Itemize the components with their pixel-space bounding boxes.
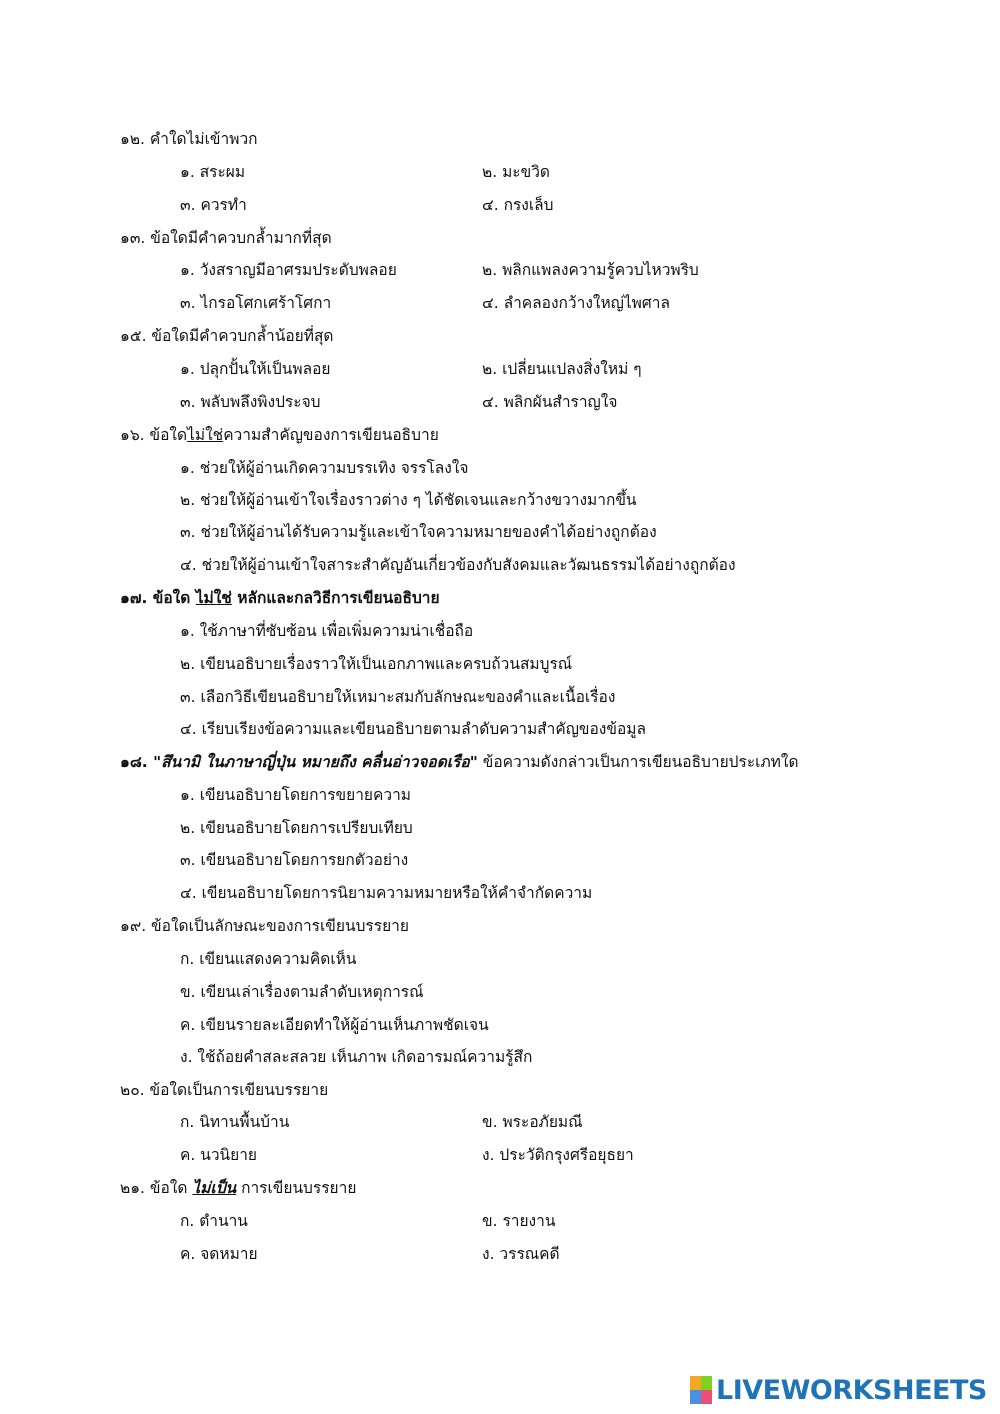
q19-option-3: ค. เขียนรายละเอียดทำให้ผู้อ่านเห็นภาพชัดเจน [180, 1016, 489, 1034]
q20-option-3: ค. นวนิยาย [180, 1146, 257, 1164]
q21-option-4: ง. วรรณคดี [482, 1245, 560, 1263]
q16-option-4: ๔. ช่วยให้ผู้อ่านเข้าใจสาระสำคัญอันเกี่ยวข้องกับสังคมและวัฒนธรรมได้อย่างถูกต้อง [180, 556, 736, 574]
q21-option-1: ก. ตำนาน [180, 1212, 248, 1230]
question-16-title [120, 424, 439, 446]
q13-option-4: ๔. ลำคลองกว้างใหญ่ไพศาล [482, 294, 670, 312]
q18-title-prefix: ๑๘. [120, 753, 154, 771]
q21-option-3: ค. จดหมาย [180, 1245, 258, 1263]
q17-title-prefix: ๑๗. ข้อใด [120, 589, 196, 607]
q21-title-emphasis: ไม่เป็น [192, 1179, 237, 1197]
q15-option-2: ๒. เปลี่ยนแปลงสิ่งใหม่ ๆ [482, 360, 642, 378]
q17-option-1: ๑. ใช้ภาษาที่ซับซ้อน เพื่อเพิ่มความน่าเชื่อถือ [180, 622, 474, 640]
q18-option-1: ๑. เขียนอธิบายโดยการขยายความ [180, 786, 412, 804]
q15-option-3: ๓. พลับพลึงพิงประจบ [180, 393, 321, 411]
q20-option-2: ข. พระอภัยมณี [482, 1113, 583, 1131]
question-18-title [120, 751, 799, 773]
q18-option-4: ๔. เขียนอธิบายโดยการนิยามความหมายหรือให้คำจำกัดความ [180, 884, 593, 902]
q16-title-emphasis: ไม่ใช่ [187, 426, 224, 444]
q20-option-1: ก. นิทานพื้นบ้าน [180, 1113, 290, 1131]
q21-title-suffix: การเขียนบรรยาย [236, 1179, 357, 1197]
q17-title-suffix: หลักและกลวิธีการเขียนอธิบาย [231, 589, 440, 607]
question-13-title: ๑๓. ข้อใดมีคำควบกล้ำมากที่สุด [120, 229, 332, 247]
q12-option-3: ๓. ควรทำ [180, 196, 247, 214]
q21-option-2: ข. รายงาน [482, 1212, 556, 1230]
liveworksheets-logo-icon [690, 1376, 712, 1404]
q19-option-1: ก. เขียนแสดงความคิดเห็น [180, 950, 357, 968]
question-17-title [120, 587, 440, 609]
q15-option-1: ๑. ปลุกปั้นให้เป็นพลอย [180, 360, 331, 378]
q12-option-1: ๑. สระผม [180, 163, 246, 181]
q19-option-4: ง. ใช้ถ้อยคำสละสลวย เห็นภาพ เกิดอารมณ์ความรู้สึก [180, 1048, 533, 1066]
question-19-title: ๑๙. ข้อใดเป็นลักษณะของการเขียนบรรยาย [120, 917, 409, 935]
q18-title-suffix: ข้อความดังกล่าวเป็นการเขียนอธิบายประเภทใด [477, 753, 799, 771]
q13-option-3: ๓. ไกรอโศกเศร้าโศกา [180, 294, 332, 312]
q13-option-2: ๒. พลิกแพลงความรู้ควบไหวพริบ [482, 261, 699, 279]
q16-title-suffix: ความสำคัญของการเขียนอธิบาย [223, 426, 439, 444]
q18-option-3: ๓. เขียนอธิบายโดยการยกตัวอย่าง [180, 851, 409, 869]
liveworksheets-logo-text: LIVEWORKSHEETS [716, 1374, 987, 1406]
q12-option-4: ๔. กรงเล็บ [482, 196, 554, 214]
q21-title-prefix: ๒๑. ข้อใด [120, 1179, 193, 1197]
q17-option-3: ๓. เลือกวิธีเขียนอธิบายให้เหมาะสมกับลักษณะของคำและเนื้อเรื่อง [180, 688, 616, 706]
q20-option-4: ง. ประวัติกรุงศรีอยุธยา [482, 1146, 634, 1164]
q15-option-4: ๔. พลิกผันสำราญใจ [482, 393, 618, 411]
question-15-title: ๑๕. ข้อใดมีคำควบกล้ำน้อยที่สุด [120, 327, 334, 345]
q16-option-1: ๑. ช่วยให้ผู้อ่านเกิดความบรรเทิง จรรโลงใจ [180, 459, 469, 477]
q16-title-prefix: ๑๖. ข้อใด [120, 426, 188, 444]
q17-option-4: ๔. เรียบเรียงข้อความและเขียนอธิบายตามลำดับความสำคัญของข้อมูล [180, 720, 646, 738]
question-20-title: ๒๐. ข้อใดเป็นการเขียนบรรยาย [120, 1081, 329, 1099]
question-12-title: ๑๒. คำใดไม่เข้าพวก [120, 130, 258, 148]
q18-option-2: ๒. เขียนอธิบายโดยการเปรียบเทียบ [180, 819, 413, 837]
q13-option-1: ๑. วังสราญมีอาศรมประดับพลอย [180, 261, 397, 279]
q16-option-3: ๓. ช่วยให้ผู้อ่านได้รับความรู้และเข้าใจความหมายของคำได้อย่างถูกต้อง [180, 523, 657, 541]
q12-option-2: ๒. มะขวิด [482, 163, 550, 181]
q17-title-emphasis: ไม่ใช่ [195, 589, 232, 607]
q16-option-2: ๒. ช่วยให้ผู้อ่านเข้าใจเรื่องราวต่าง ๆ ได้ชัดเจนและกว้างขวางมากขึ้น [180, 491, 637, 509]
q19-option-2: ข. เขียนเล่าเรื่องตามลำดับเหตุการณ์ [180, 983, 424, 1001]
q17-option-2: ๒. เขียนอธิบายเรื่องราวให้เป็นเอกภาพและครบถ้วนสมบูรณ์ [180, 655, 573, 673]
q18-title-quote: "สึนามิ ในภาษาญี่ปุ่น หมายถึง คลื่นอ่าวจอดเรือ" [153, 753, 478, 771]
liveworksheets-logo [690, 1372, 987, 1408]
question-21-title [120, 1177, 356, 1199]
